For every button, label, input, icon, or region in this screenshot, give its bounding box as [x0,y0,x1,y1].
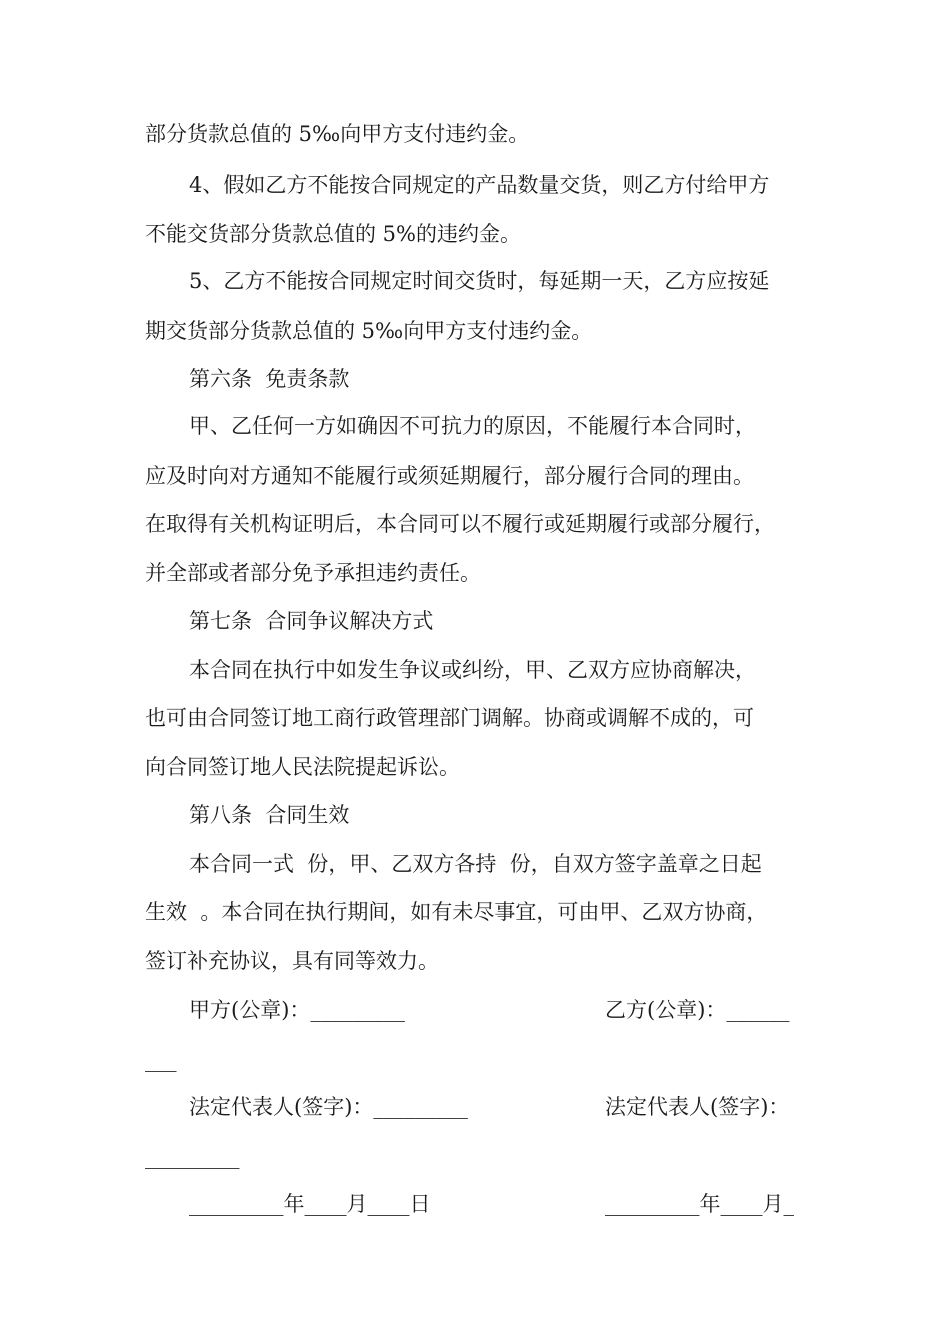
paragraph-line: 部分货款总值的 5‰向甲方支付违约金。 [145,122,530,146]
paragraph-line: 并全部或者部分免予承担违约责任。 [145,561,481,585]
paragraph-line: 向合同签订地人民法院提起诉讼。 [145,755,460,779]
party-b-seal-continuation: ___ [145,1048,177,1072]
paragraph-line: 期交货部分货款总值的 5‰向甲方支付违约金。 [145,319,593,343]
party-a-seal-field: 甲方(公章)：_________ [189,998,405,1022]
paragraph-line: 应及时向对方通知不能履行或须延期履行，部分履行合同的理由。 [145,464,754,488]
section-heading-6: 第六条 免责条款 [189,367,350,391]
paragraph-line: 4、假如乙方不能按合同规定的产品数量交货，则乙方付给甲方 [189,173,770,197]
section-heading-7: 第七条 合同争议解决方式 [189,609,434,633]
paragraph-line: 甲、乙任何一方如确因不可抗力的原因，不能履行本合同时， [189,414,756,438]
party-b-representative-continuation: _________ [145,1145,240,1169]
party-a-date-field: _________年____月____日 [189,1192,431,1216]
party-a-representative-field: 法定代表人(签字)：_________ [189,1095,468,1119]
paragraph-line: 5、乙方不能按合同规定时间交货时，每延期一天，乙方应按延 [189,269,770,293]
party-b-representative-field: 法定代表人(签字)： [605,1095,790,1119]
section-heading-8: 第八条 合同生效 [189,803,350,827]
paragraph-line: 签订补充协议，具有同等效力。 [145,949,439,973]
paragraph-line: 生效 。本合同在执行期间，如有未尽事宜，可由甲、乙双方协商， [145,900,768,924]
paragraph-line: 本合同在执行中如发生争议或纠纷，甲、乙双方应协商解决， [189,658,756,682]
party-b-date-field: _________年____月_ [605,1192,794,1216]
paragraph-line: 在取得有关机构证明后，本合同可以不履行或延期履行或部分履行， [145,512,775,536]
paragraph-line: 不能交货部分货款总值的 5%的违约金。 [145,222,521,246]
party-b-seal-field: 乙方(公章)：______ [605,998,790,1022]
paragraph-line: 也可由合同签订地工商行政管理部门调解。协商或调解不成的，可 [145,706,754,730]
paragraph-line: 本合同一式 份，甲、乙双方各持 份，自双方签字盖章之日起 [189,852,762,876]
